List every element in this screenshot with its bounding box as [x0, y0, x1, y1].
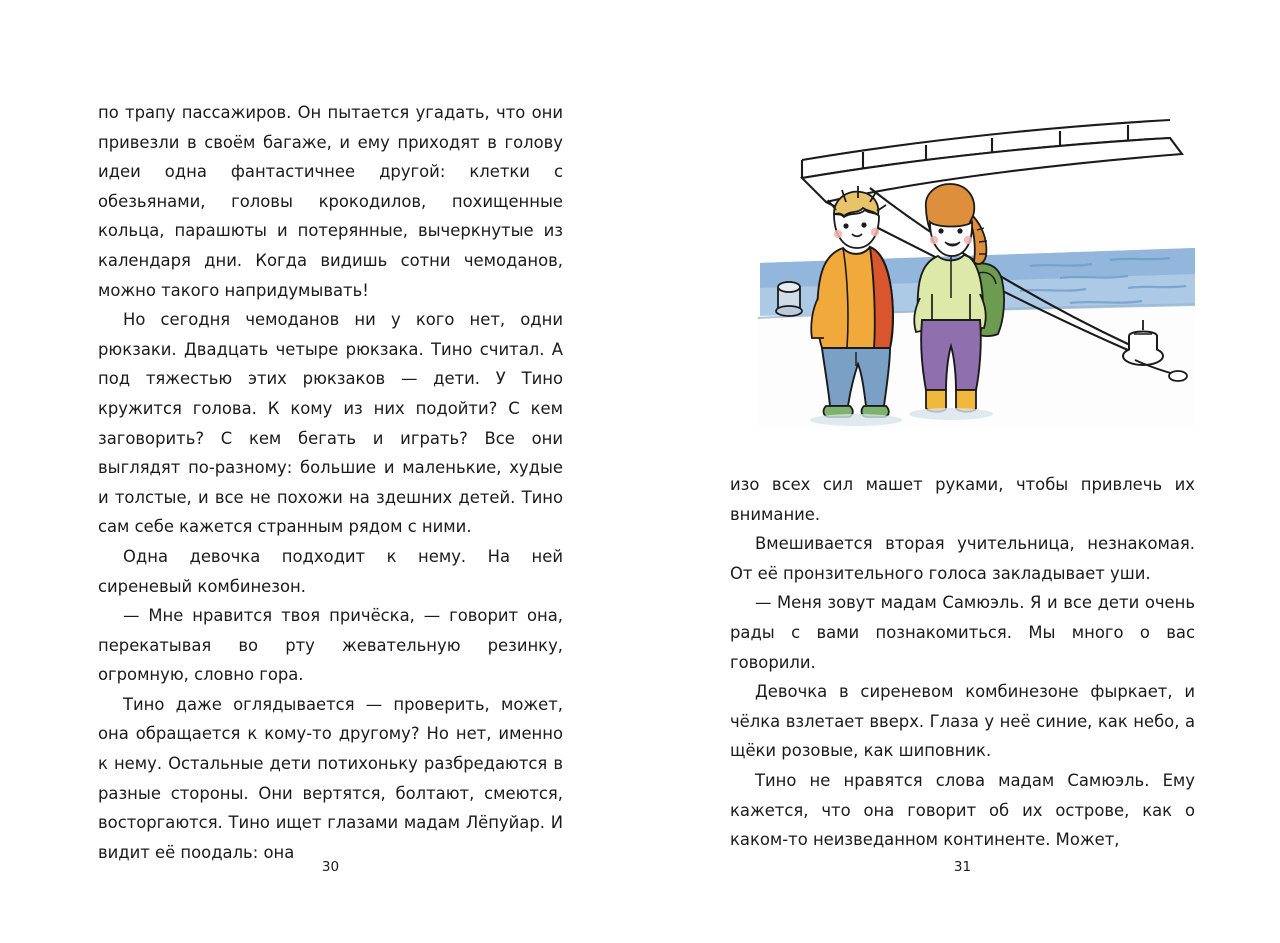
paragraph: Но сегодня чемоданов ни у кого нет, одни рюкзаки. Двадцать четыре рюкзака. Тино считал. А под тяжестью этих рюкзаков — дети. У Тино кружится голова. К кому из них подойти? С кем заговорить? С кем бегать и играть? Все они выглядят по-разному: большие и маленькие, худые и толстые, и все не похожи на здешних детей. Тино сам себе кажется странным рядом с ними. — [98, 310, 563, 537]
paragraph: — Меня зовут мадам Самюэль. Я и все дети очень рады с вами познакомиться. Мы много о вас говорили. — [730, 593, 1195, 672]
page-number: 30 — [321, 859, 340, 875]
right-page-text-column — [730, 470, 1195, 855]
paragraph: по трапу пассажиров. Он пытается угадать, что они привезли в своём багаже, и ему приходят в голову идеи одна фантастичнее другой: клетки с обезьянами, головы крокодилов, похищенные кольца, парашюты и потерянные, вычеркнутые из календаря дни. Когда видишь сотни чемоданов, можно такого напридумывать! — [98, 103, 563, 300]
paragraph: Тино не нравятся слова мадам Самюэль. Ему кажется, что она говорит об их острове, как о каком-то неизведанном континенте. Может, — [730, 770, 1195, 850]
paragraph: Девочка в сиреневом комбинезоне фыркает, и чёлка взлетает вверх. Глаза у неё синие, как небо, а щёки розовые, как шиповник. — [730, 682, 1195, 761]
paragraph: Вмешивается вторая учительница, незнакомая. От её пронзительного голоса закладывает уши. — [730, 534, 1195, 583]
paragraph: Тино даже оглядывается — проверить, может, она обращается к кому-то другому? Но нет, именно к нему. Остальные дети потихоньку разбредаются в разные стороны. Они вертятся, болтают, смеются, восторгаются. Тино ищет глазами мадам Лёпуйар. И видит её поодаль: она — [98, 694, 563, 862]
right-page — [640, 0, 1280, 943]
paragraph: — Мне нравится твоя причёска, — говорит она, перекатывая во рту жевательную резинку, огромную, словно гора. — [98, 606, 563, 685]
paragraph: Одна девочка подходит к нему. На ней сиреневый комбинезон. — [98, 546, 563, 596]
paragraph: изо всех сил машет руками, чтобы привлечь их внимание. — [730, 475, 1195, 524]
boy-and-girl-on-pier-with-boat-illustration — [730, 98, 1195, 428]
page-number: 31 — [953, 859, 972, 875]
left-page-text-column — [98, 98, 563, 867]
